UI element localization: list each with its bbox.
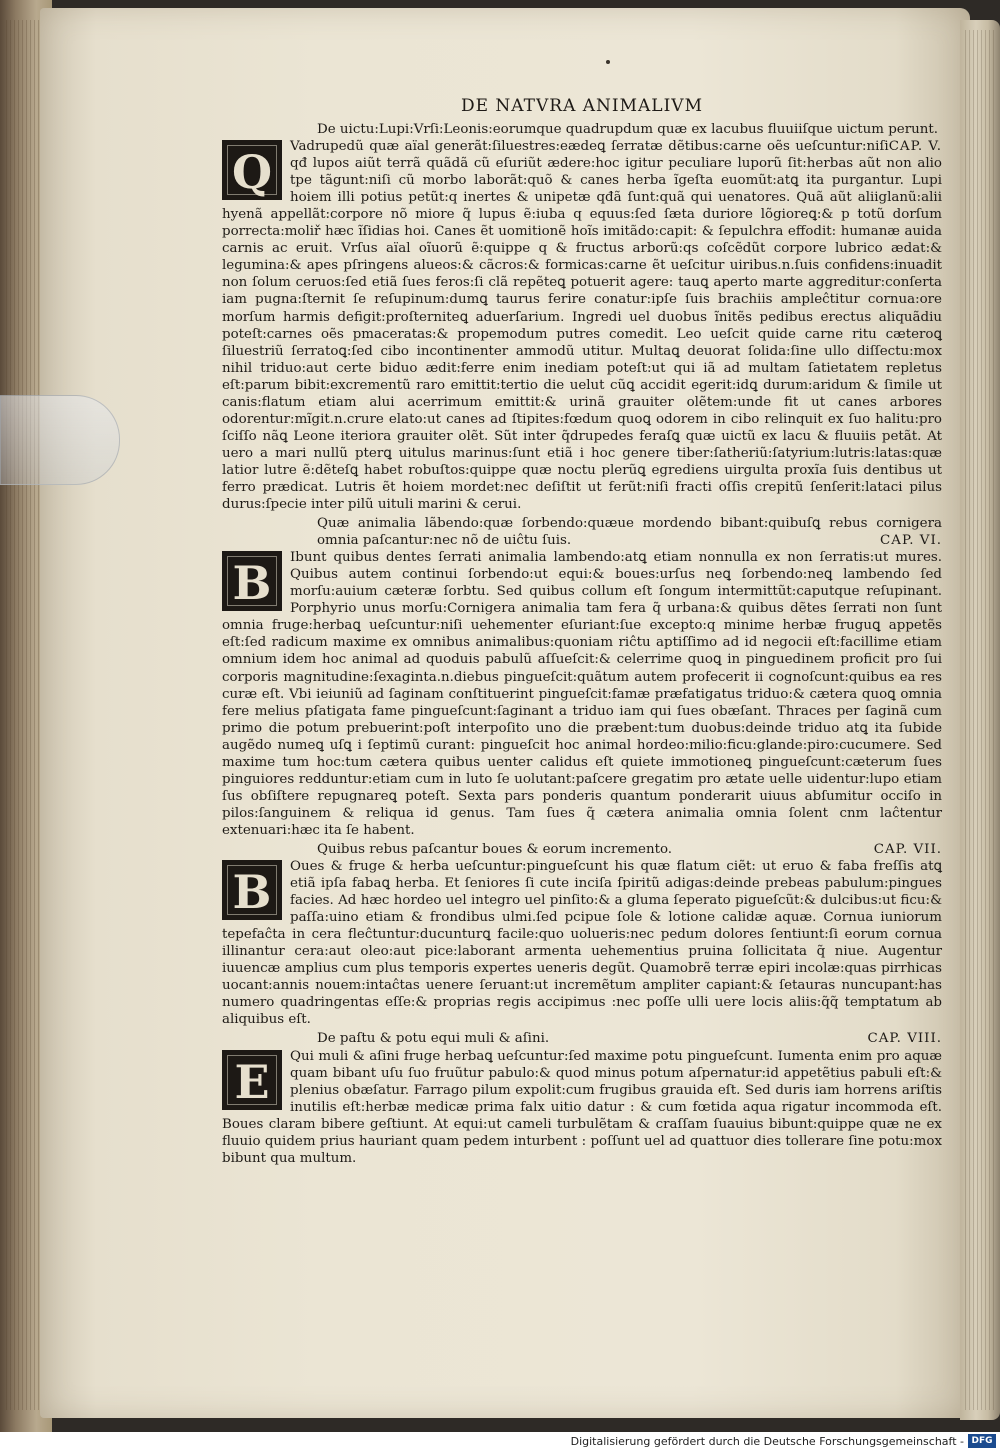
decorated-initial: B	[222, 860, 282, 920]
chapter-5	[222, 121, 942, 513]
chapter-title: Quæ animalia lãbendo:quæ ſorbendo:quæue mordendo bibant:quibuſꝗ rebus cornigera omnia paſcantur:nec nõ de uiĉtu ſuis. CAP. VI.	[317, 516, 942, 549]
chapter-number: CAP. VIII.	[867, 1031, 942, 1047]
chapter-title: Quibus rebus paſcantur boues & eorum incremento. CAP. VII.	[317, 841, 942, 857]
chapter-8	[222, 1030, 942, 1166]
decorated-initial: Q	[222, 140, 282, 200]
chapter-number: CAP. VII.	[873, 841, 942, 857]
chapter-body: Oues & fruge & herba ueſcuntur:pingueſcunt his quæ flatum ciẽt: ut eruo & faba freſſis atꝗ etiã ipſa fabaꝗ herba. Et ſeniores ſi cute inciſa ſpiritũ adigas:deinde prebeas pabulum:pingues facies. Ad hæc hordeo uel integro uel pinſito:& a gluma ſeperato pigueſcũt:& dulcibus:ut ficu:& paſſa:uino etiam & frondibus ulmi.ſed pcipue ſole & lotione calidæ aquæ. Cornua iuniorum tepefaĉta in cera fleĉtuntur:ducunturꝗ facile:quo uolueris:nec pedum dolores ſentiunt:ſi eorum cornua illinantur cera:aut oleo:aut pice:laborant armenta uehementius pruina ſollicitata q̃ niue. Augentur iuuencæ amplius cum plus temporis expertes ueneris degũt. Quamobrẽ terræ epiri incolæ:quas pirrhicas uocant:annis nouem:intaĉtas uenere ſeruant:ut incremẽtum ampliter capiant:& ſetauras nuncupant:has numero quadringentas eſſe:& proprias regis accipimus :nec poſſe ulli uere locis aliis:q̃q̃ temptatum ab aliquibus eſt.	[222, 859, 942, 1028]
chapter-7	[222, 841, 942, 1029]
chapter-6	[222, 515, 942, 839]
chapter-number: CAP. VI.	[880, 533, 942, 549]
chapter-body: Qui muli & aſini fruge herbaꝗ ueſcuntur:ſed maxime potu pingueſcunt. Iumenta enim pro aquæ quam bibant uſu ſuo fruũtur pabulo:& quod minus potum aſpernatur:id appetẽtius pabuli eſt:& plenius obæſatur. Farrago pilum expolit:cum frugibus grauida eſt. Sed duris iam horrens ariſtis inutilis eſt:herbæ medicæ prima falx uitio datur : & cum fœtida aqua rigatur incommoda eſt. Boues claram bibere geſtiunt. At equi:ut cameli turbulẽtam & craſſam ſuauius bibunt:quippe quæ ne ex fluuio quidem prius hauriant quam pedem inturbent : poſſunt uel ad quattuor dies tollerare ſine potu:mox bibunt qua multum.	[222, 1048, 942, 1166]
chapter-number: CAP. V.	[888, 139, 942, 155]
decorated-initial: E	[222, 1050, 282, 1110]
page-text	[222, 95, 942, 1167]
dfg-logo[interactable]: DFG	[968, 1434, 996, 1448]
running-header: DE NATVRA ANIMALIVM	[460, 96, 703, 116]
chapter-body: Vadrupedũ quæ aïal generãt:ſiluestres:eædeꝗ ſerratæ dẽtibus:carne oẽs ueſcuntur:niſi qđ lupos aiũt terrã quãdã cũ eſuriũt ædere:hoc igitur peculiare luporũ ſit:herbas aũt non alio tpe tãgunt:niſi cũ morbo laborãt:quõ & canes herba ĩgeſta euomũt:atꝗ ita purgantur. Lupi hoiem illi potius petũt:q inertes & unipetæ qđã ſunt:quã qui uenatores. Quã aũt aliiglanũ:alii hyenã appellãt:corpore nõ miore q̃ lupus ẽ:iuba q equus:ſed ſæta duriore lõgioreꝗ:& p totũ dorſum porrecta:moliř hæc ĩſidias hoi. Canes ẽt uomitionẽ hoĩs imitãdo:capit: & ſepulchra effodit: humanæ auida carnis ac eruit. Vrſus aïal oĩuorũ ẽ:quippe q & fructus arborũ:qs coſcẽdũt corpore lubrico ædat:& legumina:& apes pſringens alueos:& cãcros:& formicas:carne ẽt ueſcitur uiribus.n.ſuis confidens:inuadit non ſolum ceruos:ſed etiã ſues feros:ſi clã repẽteꝗ potuerit agere: tauꝗ aperto marte aggreditur:conſerta iam pugna:ſternit ſe reſupinum:dumꝗ taurus ferire conatur:ipſe ſuis brachiis ampleĉtitur cornua:ore morſum harmis defigit:proſterniteꝗ aduerſarium. Ingredi uel duobus ĩnitẽs pedibus erectus aliquãdiu poteſt:carnes oẽs pmaceratas:& propemodum putres comedit. Leo ueſcit quide carne ritu cæteroꝗ ſiluestriũ ſerratoꝗ:ſed cibo incontinenter ammodũ utitur. Multaꝗ deuorat ſolida:ſine ullo diſſectu:mox nihil triduo:aut certe biduo ædit:ferre enim inediam poteſt:ut qui iã ad multam ſatietatem repletus eſt:parum bibit:excrementũ raro emittit:tertio die uelut cũꝗ accidit egerit:idꝗ durum:aridum & ſimile ut canis:flatum etiam alui acerrimum emittit:& urinã grauiter olẽtem:unde fit ut canes arbores odorentur:mĩgit.n.crure elato:ut canes ad ſtipites:fœdum quoꝗ odorem in cibo relinquit ex ſuo halitu:pro ſciſſo nãꝗ Leone iteriora grauiter olẽt. Sũt inter q̃drupedes feraſꝗ quæ uictũ ex lacu & fluuiis petãt. At uero a mari nullũ pterꝗ uitulus marinus:ſunt etiã i hoc genere tiber:ſatheriũ:ſatyrium:lutris:latas:quæ latior lutre ẽ:dẽteſꝗ habet robuſtos:quippe quæ noctu plerũꝗ egrediens uirgulta proxĩa ſuis dentibus ut ferro prædicat. Lutris ẽt hoiem mordet:nec deſiſtit ut ferũt:niſi fracti oſſis crepitũ ſenſerit:lataci pilus durus:ſpecie inter pilũ uituli marini & cerui.	[222, 139, 942, 513]
page-clip-marker	[0, 395, 120, 485]
chapter-body: Ibunt quibus dentes ſerrati animalia lambendo:atꝗ etiam nonnulla ex non ſerratis:ut mures. Quibus autem continui ſorbendo:ut equi:& boues:urſus neꝗ ſorbendo:neꝗ lambendo ſed morſu:auium cæteræ ſorbtu. Sed quibus collum eſt ſongum intermittũt:caputque reſupinant. Porphyrio unus morſu:Cornigera animalia tam fera q̃ urbana:& quibus dẽtes ſerrati non ſunt omnia fruge:herbaꝗ ueſcuntur:niſi uehementer eſuriant:ſue excepto:q minime herbæ fruguꝗ appetẽs eſt:ſed radicum maxime ex omnibus animalibus:quoniam riĉtu aptiſſimo ad id negocii eſt:facillime etiam omnium idem hoc animal ad quoduis pabulũ aſſueſcit:& celerrime quoꝗ in pinguedinem proficit pro ſui corporis magnitudine:ſexaginta.n.diebus pingueſcit:quãtum autem profecerit ii cognoſcunt:quibus ea res curæ eſt. Vbi ieiuniũ ad ſaginam conſtituerint pingueſcit:famæ præfatigatus triduo:& cætera quoꝗ omnia fere melius pſatigata fame pingueſcunt:ſaginant a triduo iam qui ſues obæſant. Thraces per ſaginã cum primo die potum prebuerint:poſt interpoſito uno die præbent:tum duobus:deinde triduo atꝗ ita ſubide augẽdo numeꝗ uſꝗ i ſeptimũ curant: pingueſcit hoc animal hordeo:milio:ficu:glande:piro:cucumere. Sed maxime tum hoc:tum cætera quibus uenter calidus eſt quiete immotioneꝗ pingueſcunt:cæterum ſues pinguiores redduntur:etiam cum in luto ſe uolutant:paſcere gregatim pro ætate uelle uidentur:lupo etiam ſus obſiſtere repugnareꝗ poteſt. Sexta pars ponderis quantum ponderarit uiuus abſumitur occiſo in pilos:ſanguinem & reliqua id genus. Tam ſues q̃ cætera animalia omnia ſolent cnm laĉtentur extenuari:hæc ita ſe habent.	[222, 550, 942, 838]
decorated-initial: B	[222, 551, 282, 611]
footer-bar	[0, 1432, 1000, 1451]
funding-credit: Digitalisierung gefördert durch die Deutsche Forschungsgemeinschaft -	[570, 1435, 964, 1448]
chapter-title: De uictu:Lupi:Vrſi:Leonis:eorumque quadrupdum quæ ex lacubus fluuiiſque uictum perunt. CAP. V.	[317, 122, 942, 155]
chapter-title: De paſtu & potu equi muli & aſini. CAP. VIII.	[317, 1031, 942, 1047]
